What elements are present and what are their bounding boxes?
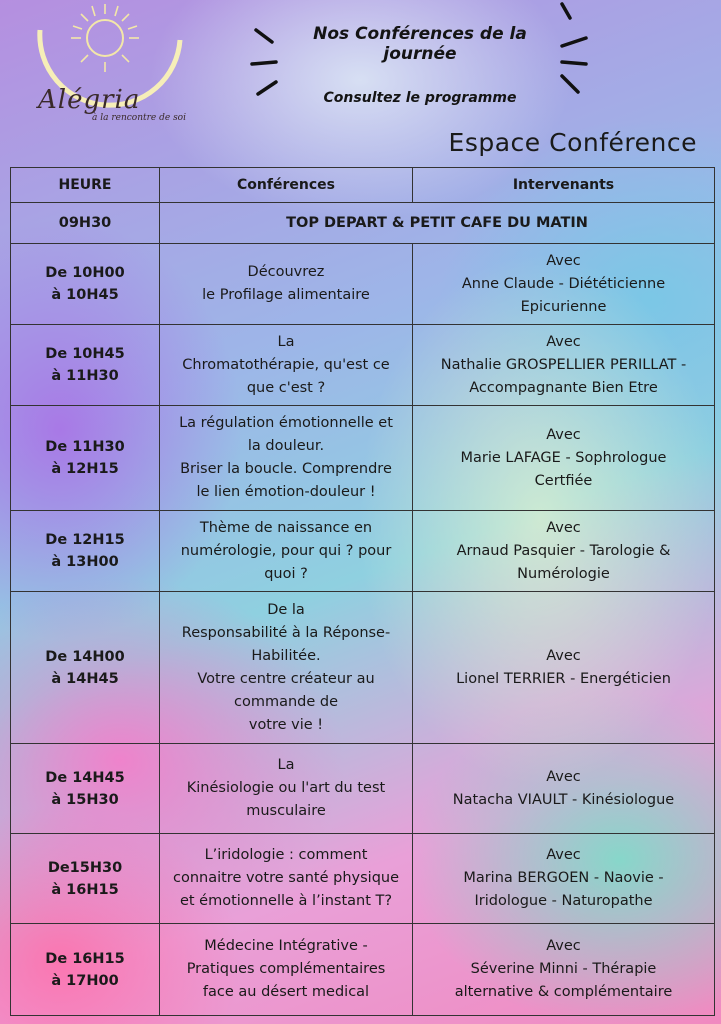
time-cell: De 14H00 à 14H45 xyxy=(11,592,160,744)
table-row xyxy=(11,511,715,592)
time-cell: De 16H15 à 17H00 xyxy=(11,924,160,1016)
header-conferences: Conférences xyxy=(160,168,413,203)
logo-tagline: à la rencontre de soi xyxy=(92,113,186,123)
conference-cell: L’iridologie : comment connaitre votre santé physique et émotionnelle à l’instant T? xyxy=(160,834,413,924)
table-header-row xyxy=(11,168,715,203)
conference-cell: De la Responsabilité à la Réponse- Habilitée. Votre centre créateur au commande de votre vie ! xyxy=(160,592,413,744)
conference-cell: La Chromatothérapie, qu'est ce que c'est ? xyxy=(160,325,413,406)
table-row xyxy=(11,834,715,924)
conference-cell: Thème de naissance en numérologie, pour qui ? pour quoi ? xyxy=(160,511,413,592)
time-cell: 09H30 xyxy=(11,203,160,244)
speaker-cell: Avec Nathalie GROSPELLIER PERILLAT - Accompagnante Bien Etre xyxy=(413,325,715,406)
table-row-opening xyxy=(11,203,715,244)
speaker-cell: Avec Lionel TERRIER - Energéticien xyxy=(413,592,715,744)
burst-right-icon xyxy=(548,0,598,110)
speaker-cell: Avec Natacha VIAULT - Kinésiologue xyxy=(413,744,715,834)
conference-cell: La Kinésiologie ou l'art du test musculaire xyxy=(160,744,413,834)
conference-cell: Découvrez le Profilage alimentaire xyxy=(160,244,413,325)
speaker-cell: Avec Séverine Minni - Thérapie alternative & complémentaire xyxy=(413,924,715,1016)
conference-cell: Médecine Intégrative - Pratiques complémentaires face au désert medical xyxy=(160,924,413,1016)
table-row xyxy=(11,592,715,744)
table-row xyxy=(11,325,715,406)
speaker-cell: Avec Arnaud Pasquier - Tarologie & Numérologie xyxy=(413,511,715,592)
time-cell: De 10H00 à 10H45 xyxy=(11,244,160,325)
table-row xyxy=(11,406,715,511)
table-row xyxy=(11,744,715,834)
opening-label: TOP DEPART & PETIT CAFE DU MATIN xyxy=(160,203,715,244)
schedule-table xyxy=(10,167,715,1016)
table-row xyxy=(11,244,715,325)
section-title: Espace Conférence xyxy=(448,128,697,157)
conference-cell: La régulation émotionnelle et la douleur. Briser la boucle. Comprendre le lien émotion-douleur ! xyxy=(160,406,413,511)
logo-name: Alégria xyxy=(38,85,141,115)
time-cell: De 10H45 à 11H30 xyxy=(11,325,160,406)
time-cell: De 12H15 à 13H00 xyxy=(11,511,160,592)
header-heure: HEURE xyxy=(11,168,160,203)
speaker-cell: Avec Anne Claude - Diététicienne Epicurienne xyxy=(413,244,715,325)
speaker-cell: Avec Marie LAFAGE - Sophrologue Certfiée xyxy=(413,406,715,511)
header-intervenants: Intervenants xyxy=(413,168,715,203)
page-title: Nos Conférences de la journée xyxy=(313,24,527,64)
time-cell: De 11H30 à 12H15 xyxy=(11,406,160,511)
page-subtitle: Consultez le programme xyxy=(323,90,517,106)
burst-left-icon xyxy=(246,20,296,100)
time-cell: De 14H45 à 15H30 xyxy=(11,744,160,834)
speaker-cell: Avec Marina BERGOEN - Naovie - Iridologue - Naturopathe xyxy=(413,834,715,924)
time-cell: De15H30 à 16H15 xyxy=(11,834,160,924)
table-row xyxy=(11,924,715,1016)
